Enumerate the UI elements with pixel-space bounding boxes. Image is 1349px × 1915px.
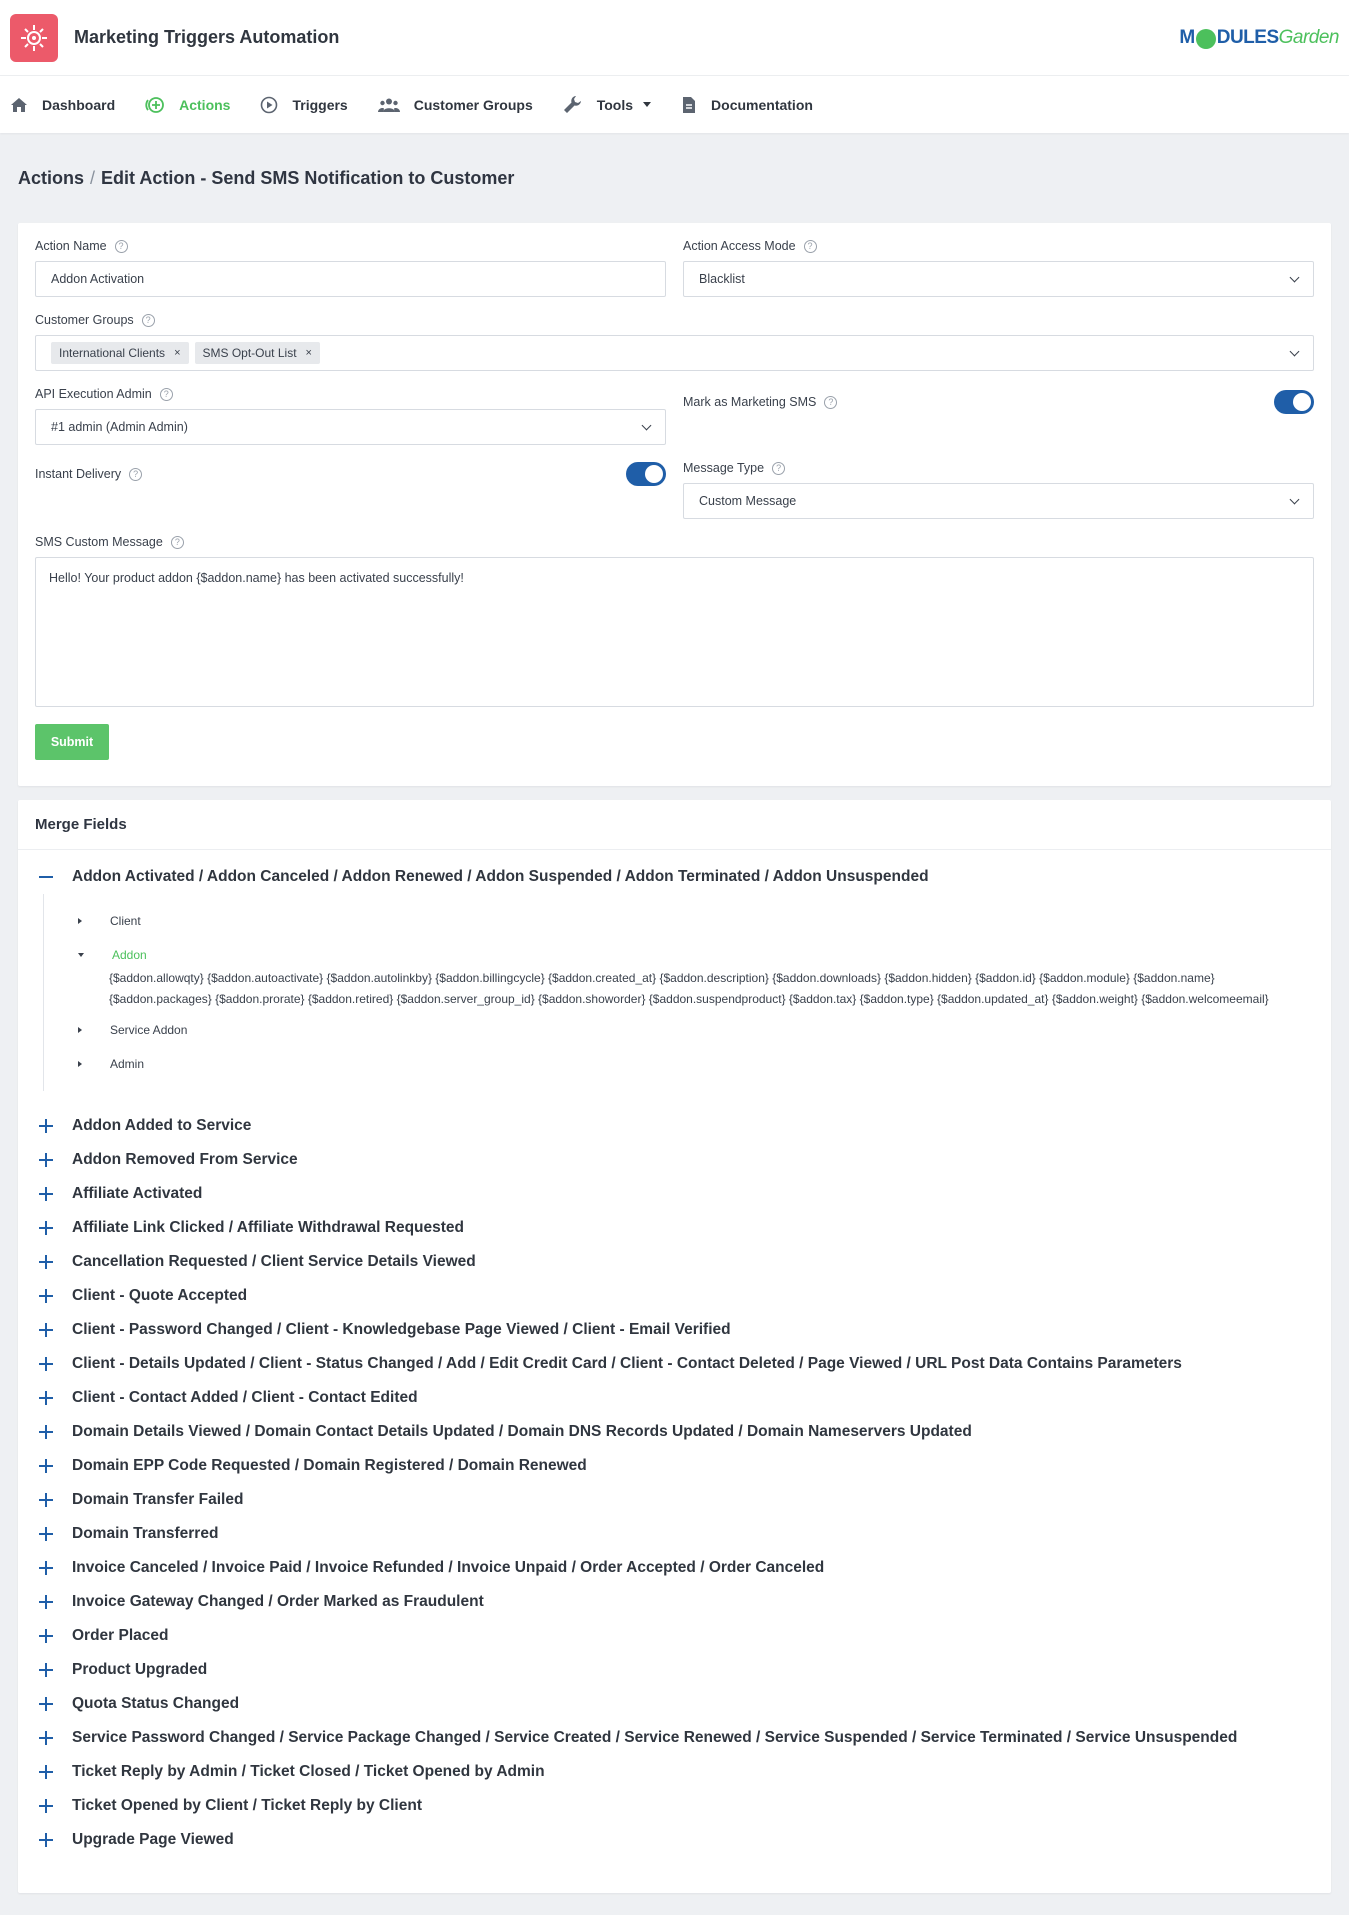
play-circle-icon bbox=[260, 96, 278, 114]
marketing-sms-label-text: Mark as Marketing SMS bbox=[683, 395, 817, 409]
tag-label: International Clients bbox=[59, 346, 166, 360]
custom-message-label bbox=[35, 533, 1314, 551]
brand-logo[interactable] bbox=[1179, 27, 1339, 49]
access-mode-select[interactable] bbox=[683, 261, 1314, 297]
nav-actions-label: Actions bbox=[179, 96, 231, 113]
message-type-value: Custom Message bbox=[699, 494, 797, 508]
merge-group[interactable] bbox=[18, 1381, 1331, 1415]
message-type-label bbox=[683, 459, 1314, 477]
chevron-down-icon bbox=[642, 420, 652, 430]
merge-group-list bbox=[18, 1109, 1331, 1857]
merge-group[interactable] bbox=[18, 1313, 1331, 1347]
expand-plus-icon[interactable] bbox=[38, 1560, 54, 1576]
tree-item-label: Service Addon bbox=[110, 1023, 188, 1037]
expand-plus-icon[interactable] bbox=[38, 1152, 54, 1168]
collapse-icon[interactable] bbox=[38, 869, 54, 885]
merge-fields-panel bbox=[18, 800, 1331, 1893]
marketing-sms-label bbox=[683, 393, 837, 411]
merge-group-label: Cancellation Requested / Client Service Details Viewed bbox=[72, 1253, 476, 1270]
expand-plus-icon[interactable] bbox=[38, 1764, 54, 1780]
nav-customer-groups-label: Customer Groups bbox=[413, 96, 533, 113]
nav-tools-label: Tools bbox=[596, 96, 634, 113]
api-admin-label bbox=[35, 385, 666, 403]
chevron-down-icon bbox=[643, 102, 651, 107]
brand-o-icon bbox=[1196, 29, 1216, 49]
merge-group[interactable] bbox=[18, 1823, 1331, 1857]
custom-message-textarea[interactable]: Hello! Your product addon {$addon.name} has been activated successfully! bbox=[35, 557, 1314, 707]
merge-group[interactable] bbox=[18, 1347, 1331, 1381]
action-name-label bbox=[35, 237, 666, 255]
merge-group-label: Order Placed bbox=[72, 1627, 169, 1644]
merge-group-tree bbox=[43, 894, 1331, 1091]
brand-mid: DULES bbox=[1216, 26, 1279, 48]
merge-group[interactable] bbox=[18, 1551, 1331, 1585]
merge-group-label: Client - Password Changed / Client - Knowledgebase Page Viewed / Client - Email Verified bbox=[72, 1321, 731, 1338]
expand-plus-icon[interactable] bbox=[38, 1730, 54, 1746]
api-admin-value: #1 admin (Admin Admin) bbox=[51, 420, 188, 434]
nav-triggers[interactable] bbox=[260, 96, 347, 114]
tree-item-label: Addon bbox=[112, 948, 147, 962]
merge-group-label: Client - Contact Added / Client - Contact Edited bbox=[72, 1389, 418, 1406]
merge-group-label: Service Password Changed / Service Package Changed / Service Created / Service Renewed / Service Suspended / Service Terminated / Service Unsuspended bbox=[72, 1729, 1238, 1746]
chevron-down-icon bbox=[1290, 494, 1300, 504]
instant-delivery-label-text: Instant Delivery bbox=[35, 467, 122, 481]
caret-right-icon bbox=[78, 918, 82, 924]
breadcrumb bbox=[0, 133, 1349, 223]
customer-group-tag bbox=[195, 342, 320, 364]
expand-plus-icon[interactable] bbox=[38, 1220, 54, 1236]
merge-group[interactable] bbox=[18, 1245, 1331, 1279]
expand-plus-icon[interactable] bbox=[38, 1458, 54, 1474]
merge-group[interactable] bbox=[18, 1721, 1331, 1755]
expand-plus-icon[interactable] bbox=[38, 1390, 54, 1406]
custom-message-label-text: SMS Custom Message bbox=[35, 535, 163, 549]
merge-group[interactable] bbox=[18, 1585, 1331, 1619]
tree-item-service-addon[interactable] bbox=[44, 1013, 1331, 1047]
merge-group-label: Addon Removed From Service bbox=[72, 1151, 298, 1168]
merge-group-label: Addon Added to Service bbox=[72, 1117, 252, 1134]
expand-plus-icon[interactable] bbox=[38, 1322, 54, 1338]
expand-plus-icon[interactable] bbox=[38, 1186, 54, 1202]
help-icon[interactable]: ? bbox=[129, 468, 142, 481]
home-icon bbox=[10, 97, 28, 113]
document-icon bbox=[681, 96, 697, 114]
merge-group[interactable] bbox=[18, 1653, 1331, 1687]
marketing-sms-toggle[interactable] bbox=[1274, 390, 1314, 414]
top-bar bbox=[0, 0, 1349, 76]
merge-group[interactable] bbox=[18, 1177, 1331, 1211]
expand-plus-icon[interactable] bbox=[38, 1798, 54, 1814]
submit-button[interactable]: Submit bbox=[35, 724, 109, 760]
nav-tools[interactable] bbox=[563, 95, 651, 115]
merge-group-label: Ticket Reply by Admin / Ticket Closed / Ticket Opened by Admin bbox=[72, 1763, 545, 1780]
action-name-label-text: Action Name bbox=[35, 239, 107, 253]
brand-suffix: Garden bbox=[1278, 26, 1339, 48]
tree-item-client[interactable] bbox=[44, 904, 1331, 938]
merge-group-label: Domain EPP Code Requested / Domain Registered / Domain Renewed bbox=[72, 1457, 587, 1474]
expand-plus-icon[interactable] bbox=[38, 1526, 54, 1542]
merge-group[interactable] bbox=[18, 1415, 1331, 1449]
remove-tag-icon[interactable]: × bbox=[305, 347, 312, 359]
merge-group-label: Product Upgraded bbox=[72, 1661, 208, 1678]
help-icon[interactable]: ? bbox=[171, 536, 184, 549]
merge-fields-title: Merge Fields bbox=[18, 800, 1331, 850]
merge-group-label: Quota Status Changed bbox=[72, 1695, 240, 1712]
merge-group[interactable] bbox=[18, 1517, 1331, 1551]
nav-customer-groups[interactable] bbox=[378, 97, 533, 113]
tree-item-admin[interactable] bbox=[44, 1047, 1331, 1081]
merge-group[interactable] bbox=[18, 1211, 1331, 1245]
merge-group[interactable] bbox=[18, 1789, 1331, 1823]
main-nav bbox=[0, 76, 1349, 133]
instant-delivery-toggle[interactable] bbox=[626, 462, 666, 486]
breadcrumb-root[interactable]: Actions bbox=[18, 168, 85, 188]
nav-triggers-label: Triggers bbox=[292, 96, 348, 113]
expand-plus-icon[interactable] bbox=[38, 1628, 54, 1644]
api-admin-label-text: API Execution Admin bbox=[35, 387, 152, 401]
tree-item-label: Admin bbox=[110, 1057, 145, 1071]
merge-group-label: Client - Details Updated / Client - Status Changed / Add / Edit Credit Card / Client - Contact Deleted / Page Viewed / URL Post Data Contains Parameters bbox=[72, 1355, 1182, 1372]
api-admin-select[interactable] bbox=[35, 409, 666, 445]
merge-group[interactable] bbox=[18, 1449, 1331, 1483]
expand-plus-icon[interactable] bbox=[38, 1594, 54, 1610]
merge-group-label: Invoice Canceled / Invoice Paid / Invoice Refunded / Invoice Unpaid / Order Accepted / Order Canceled bbox=[72, 1559, 825, 1576]
expand-plus-icon[interactable] bbox=[38, 1662, 54, 1678]
access-mode-label-text: Action Access Mode bbox=[683, 239, 796, 253]
tree-item-addon[interactable] bbox=[44, 938, 1331, 972]
merge-group[interactable] bbox=[18, 1143, 1331, 1177]
app-logo-icon bbox=[10, 14, 58, 62]
merge-group-label: Domain Transferred bbox=[72, 1525, 219, 1542]
expand-plus-icon[interactable] bbox=[38, 1288, 54, 1304]
caret-right-icon bbox=[78, 1061, 82, 1067]
breadcrumb-separator: / bbox=[90, 168, 96, 188]
merge-group-expanded[interactable] bbox=[18, 860, 1331, 894]
customer-groups-multiselect[interactable] bbox=[35, 335, 1314, 371]
access-mode-label bbox=[683, 237, 1314, 255]
nav-dashboard-label: Dashboard bbox=[42, 96, 116, 113]
nav-actions[interactable] bbox=[145, 95, 230, 115]
expand-plus-icon[interactable] bbox=[38, 1832, 54, 1848]
merge-group-label: Invoice Gateway Changed / Order Marked as Fraudulent bbox=[72, 1593, 484, 1610]
remove-tag-icon[interactable]: × bbox=[174, 347, 181, 359]
users-icon bbox=[378, 97, 400, 113]
merge-group-label: Affiliate Activated bbox=[72, 1185, 203, 1202]
expand-plus-icon[interactable] bbox=[38, 1696, 54, 1712]
breadcrumb-current: Edit Action - Send SMS Notification to Customer bbox=[101, 168, 515, 188]
chevron-down-icon bbox=[1290, 346, 1300, 356]
merge-group[interactable] bbox=[18, 1755, 1331, 1789]
merge-group[interactable] bbox=[18, 1279, 1331, 1313]
help-icon[interactable]: ? bbox=[772, 462, 785, 475]
merge-group-label: Upgrade Page Viewed bbox=[72, 1831, 234, 1848]
app-title: Marketing Triggers Automation bbox=[74, 27, 340, 47]
expand-plus-icon[interactable] bbox=[38, 1492, 54, 1508]
help-icon[interactable]: ? bbox=[160, 388, 173, 401]
merge-group-label: Domain Transfer Failed bbox=[72, 1491, 244, 1508]
addon-merge-fields[interactable]: {$addon.allowqty} {$addon.autoactivate} {$addon.autolinkby} {$addon.billingcycle} {$addon.created_at} {$addon.description} {$addon.downloads} {$addon.hidden} {$addon.id} {$addon.module} {$addon.name} {$addon.packages} {$addon.prorate} {$addon.retired} {$addon.server_group_id} {$addon.showorder} {$addon.suspendproduct} {$addon.tax} {$addon.type} {$addon.updated_at} {$addon.weight} {$addon.welcomeemail} bbox=[109, 971, 1269, 1006]
brand-prefix: M bbox=[1179, 26, 1195, 48]
message-type-select[interactable] bbox=[683, 483, 1314, 519]
message-type-label-text: Message Type bbox=[683, 461, 765, 475]
customer-groups-label bbox=[35, 311, 1314, 329]
nav-documentation[interactable] bbox=[681, 96, 813, 114]
plus-circle-icon bbox=[145, 95, 165, 115]
action-form bbox=[18, 223, 1331, 786]
customer-groups-label-text: Customer Groups bbox=[35, 313, 134, 327]
merge-group-label: Client - Quote Accepted bbox=[72, 1287, 248, 1304]
wrench-icon bbox=[563, 95, 583, 115]
help-icon[interactable]: ? bbox=[804, 240, 817, 253]
help-icon[interactable]: ? bbox=[142, 314, 155, 327]
merge-group-label: Affiliate Link Clicked / Affiliate Withdrawal Requested bbox=[72, 1219, 465, 1236]
merge-group[interactable] bbox=[18, 1483, 1331, 1517]
nav-documentation-label: Documentation bbox=[711, 96, 813, 113]
action-name-input[interactable]: Addon Activation bbox=[35, 261, 666, 297]
merge-group[interactable] bbox=[18, 1109, 1331, 1143]
merge-group-label: Domain Details Viewed / Domain Contact Details Updated / Domain DNS Records Updated / Domain Nameservers Updated bbox=[72, 1423, 972, 1440]
caret-down-icon bbox=[78, 953, 84, 957]
merge-group-label: Ticket Opened by Client / Ticket Reply by Client bbox=[72, 1797, 422, 1814]
merge-group-label: Addon Activated / Addon Canceled / Addon Renewed / Addon Suspended / Addon Terminated / Addon Unsuspended bbox=[72, 868, 929, 885]
help-icon[interactable]: ? bbox=[115, 240, 128, 253]
instant-delivery-row bbox=[35, 461, 666, 487]
merge-group[interactable] bbox=[18, 1687, 1331, 1721]
tree-item-label: Client bbox=[110, 914, 141, 928]
caret-right-icon bbox=[78, 1027, 82, 1033]
instant-delivery-label bbox=[35, 465, 142, 483]
nav-dashboard[interactable] bbox=[10, 97, 115, 113]
chevron-down-icon bbox=[1290, 272, 1300, 282]
help-icon[interactable]: ? bbox=[824, 396, 837, 409]
merge-group[interactable] bbox=[18, 1619, 1331, 1653]
access-mode-value: Blacklist bbox=[699, 272, 745, 286]
expand-plus-icon[interactable] bbox=[38, 1356, 54, 1372]
tag-label: SMS Opt-Out List bbox=[202, 346, 297, 360]
expand-plus-icon[interactable] bbox=[38, 1254, 54, 1270]
expand-plus-icon[interactable] bbox=[38, 1118, 54, 1134]
customer-group-tag bbox=[51, 342, 189, 364]
expand-plus-icon[interactable] bbox=[38, 1424, 54, 1440]
marketing-sms-row bbox=[683, 389, 1314, 415]
